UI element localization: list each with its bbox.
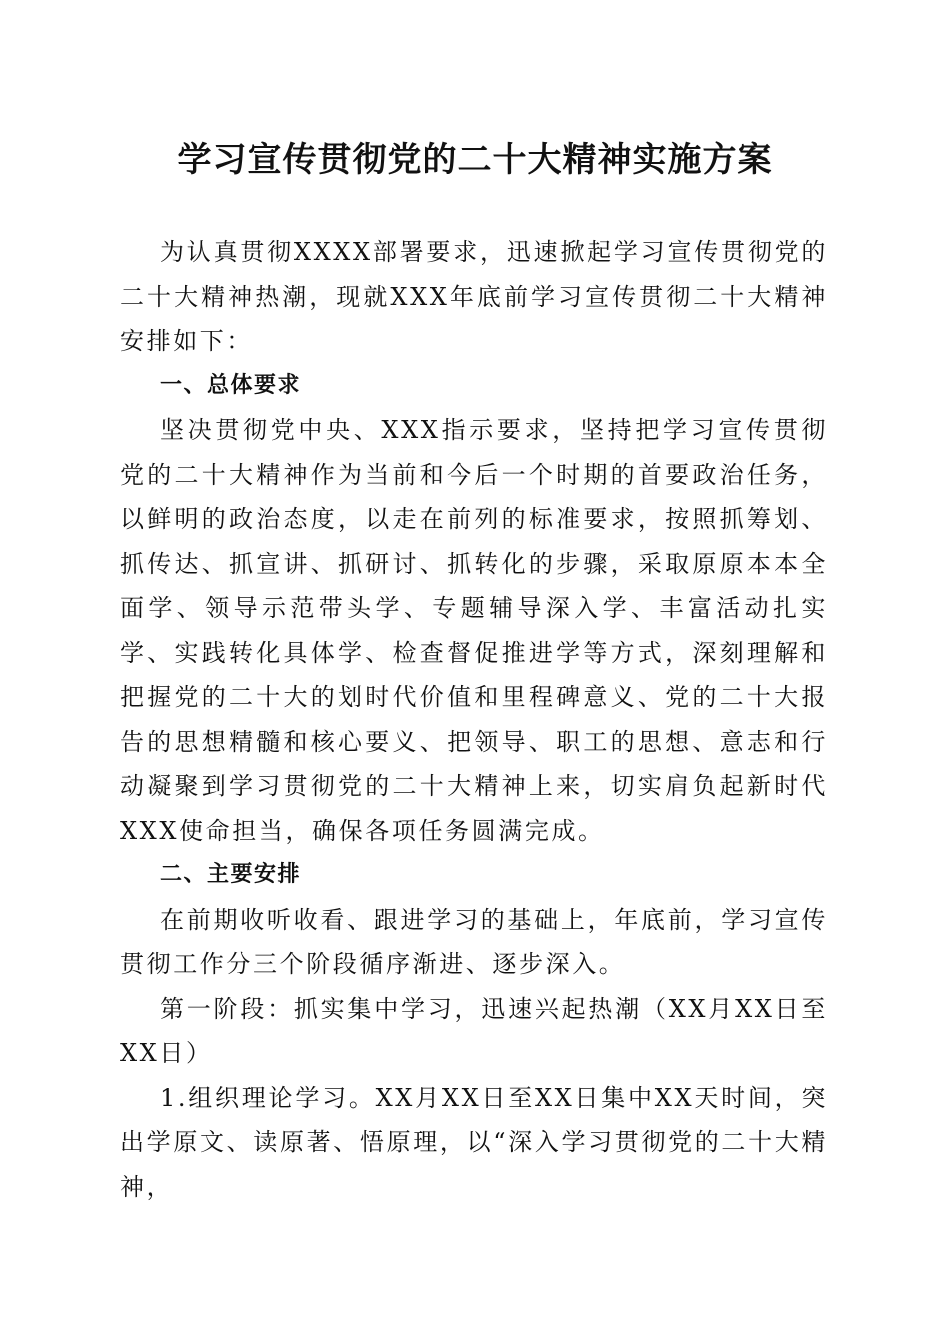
main-arrangements-paragraph: 在前期收听收看、跟进学习的基础上，年底前，学习宣传贯彻工作分三个阶段循序渐进、逐步深入。 <box>120 905 828 978</box>
general-requirements-paragraph: 坚决贯彻党中央、XXX指示要求，坚持把学习宣传贯彻党的二十大精神作为当前和今后一个时期的首要政治任务，以鲜明的政治态度，以走在前列的标准要求，按照抓筹划、抓传达、抓宣讲、抓研讨、抓转化的步骤，采取原原本本全面学、领导示范带头学、专题辅导深入学、丰富活动扎实学、实践转化具体学、检查督促推进学等方式，深刻理解和把握党的二十大的划时代价值和里程碑意义、党的二十大报告的思想精髓和核心要义、把领导、职工的思想、意志和行动凝聚到学习贯彻党的二十大精神上来，切实肩负起新时代XXX使命担当，确保各项任务圆满完成。 <box>120 416 828 845</box>
document-body <box>120 230 828 1209</box>
document-title: 学习宣传贯彻党的二十大精神实施方案 <box>177 140 773 180</box>
section-heading-general-requirements: 一、总体要求 <box>160 372 302 398</box>
phase-one-paragraph: 第一阶段：抓实集中学习，迅速兴起热潮（XX月XX日至XX日） <box>120 994 828 1067</box>
section-heading-main-arrangements: 二、主要安排 <box>160 862 302 887</box>
item-one-paragraph: 1.组织理论学习。XX月XX日至XX日集中XX天时间，突出学原文、读原著、悟原理，以“深入学习贯彻党的二十大精神， <box>120 1083 828 1201</box>
intro-paragraph: 为认真贯彻XXXX部署要求，迅速掀起学习宣传贯彻党的二十大精神热潮，现就XXX年底前学习宣传贯彻二十大精神安排如下： <box>120 238 828 355</box>
